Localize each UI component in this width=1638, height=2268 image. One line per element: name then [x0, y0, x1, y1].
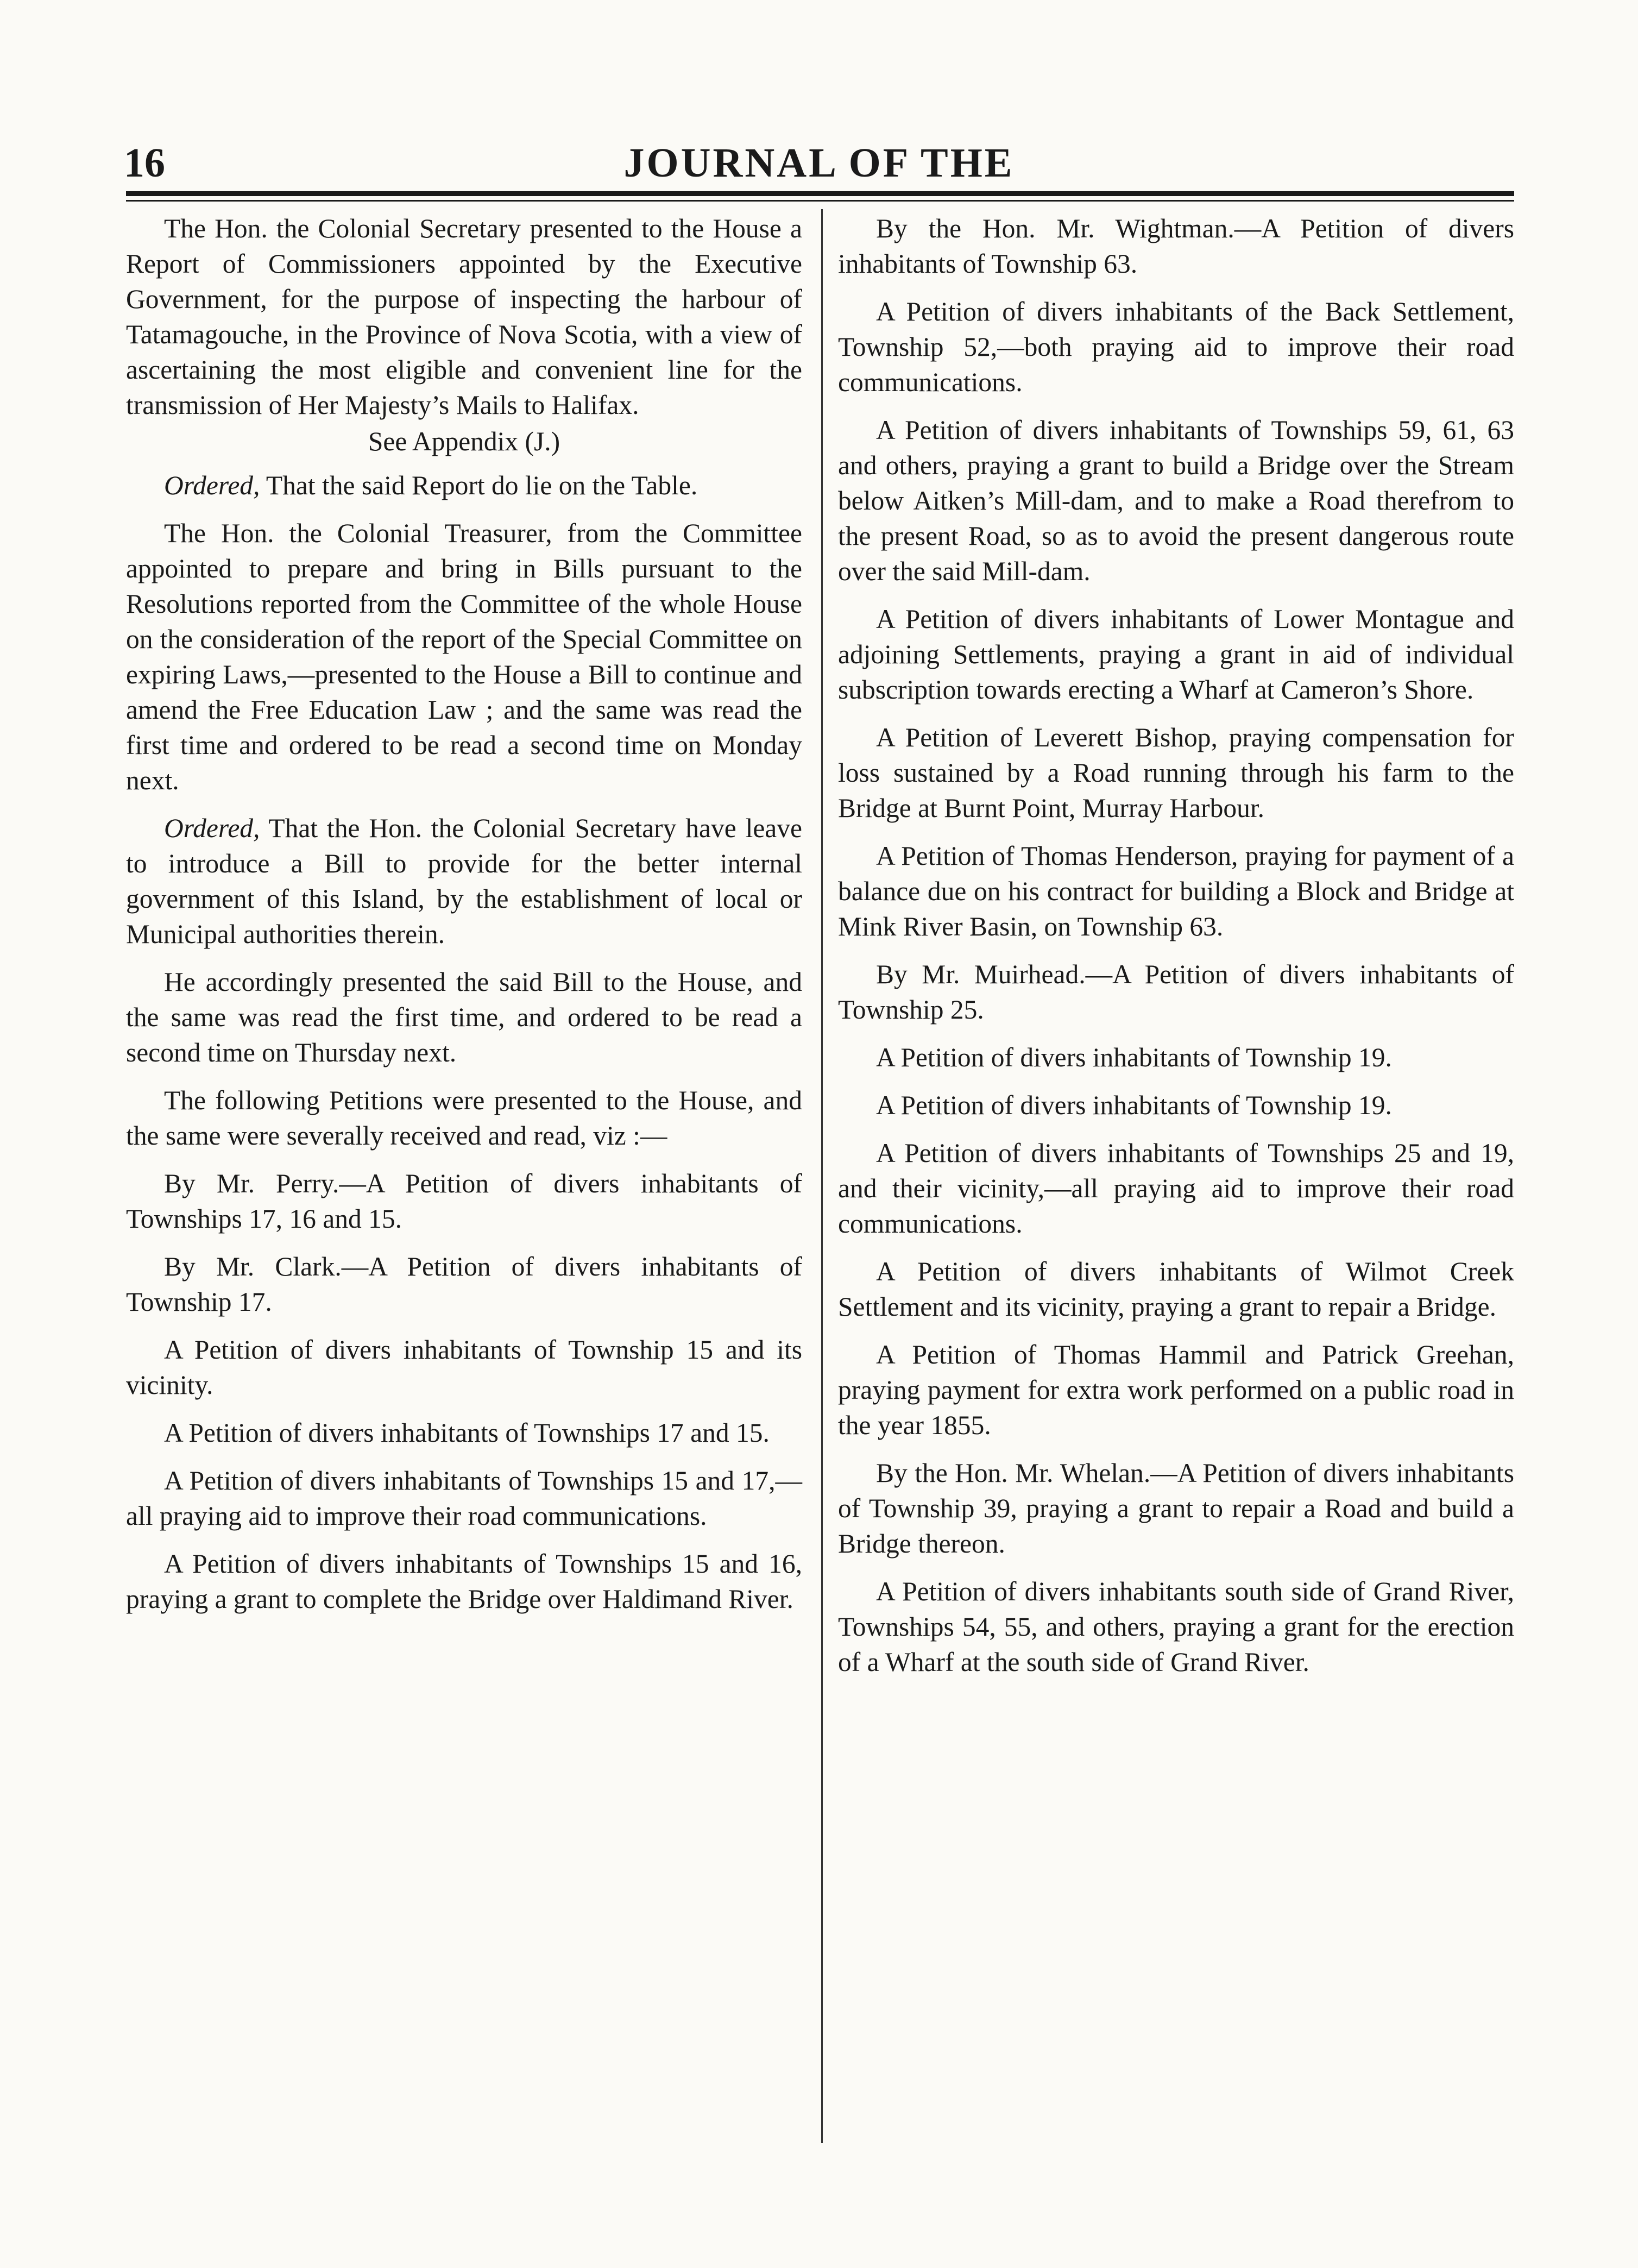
paragraph-petitions-intro: The following Petitions were presented to the House, and the same were severally received and read, viz :— — [126, 1085, 802, 1151]
paragraph-petition: A Petition of divers inhabitants of the Back Settlement, Township 52,—both praying aid to improve their road communications. — [838, 297, 1514, 397]
running-head: JOURNAL OF THE — [623, 140, 1015, 186]
paragraph-petition: A Petition of Leverett Bishop, praying compensation for loss sustained by a Road running through his farm to the Bridge at Burnt Point, Murray Harbour. — [838, 723, 1514, 823]
left-column — [126, 211, 802, 1629]
paragraph-bill-presented: He accordingly presented the said Bill to the House, and the same was read the first time, and ordered to be read a second time on Thursday next. — [126, 967, 802, 1067]
paragraph-petition: By Mr. Muirhead.—A Petition of divers inhabitants of Township 25. — [838, 959, 1514, 1025]
paragraph-petition: A Petition of Thomas Henderson, praying for payment of a balance due on his contract for building a Block and Bridge at Mink River Basin, on Township 63. — [838, 841, 1514, 941]
header-rule-thick — [126, 191, 1514, 196]
paragraph-petition: A Petition of divers inhabitants of Lower Montague and adjoining Settlements, praying a grant in aid of individual subscription towards erecting a Wharf at Cameron’s Shore. — [838, 604, 1514, 705]
page-header — [124, 133, 1514, 193]
appendix-reference: See Appendix (J.) — [368, 426, 560, 456]
paragraph-petition: A Petition of divers inhabitants of Wilmot Creek Settlement and its vicinity, praying a grant to repair a Bridge. — [838, 1256, 1514, 1322]
paragraph-petition: A Petition of divers inhabitants of Townships 15 and 16, praying a grant to complete the Bridge over Haldimand River. — [126, 1549, 802, 1614]
paragraph-free-education-bill: The Hon. the Colonial Treasurer, from the Committee appointed to prepare and bring in Bills pursuant to the Resolutions reported from the Committee of the whole House on the consideration of the report of the Special Committee on expiring Laws,—presented to the House a Bill to continue and amend the Free Education Law ; and the same was read the first time and ordered to be read a second time on Monday next. — [126, 518, 802, 795]
paragraph-ordered-municipal-bill — [126, 811, 802, 952]
paragraph-petition: By Mr. Perry.—A Petition of divers inhabitants of Townships 17, 16 and 15. — [126, 1168, 802, 1234]
header-rule-thin — [126, 200, 1514, 202]
paragraph-petition: A Petition of divers inhabitants of Townships 25 and 19, and their vicinity,—all praying aid to improve their road communications. — [838, 1138, 1514, 1239]
paragraph-petition: By Mr. Clark.—A Petition of divers inhabitants of Township 17. — [126, 1252, 802, 1317]
paragraph-petition: A Petition of divers inhabitants of Townships 59, 61, 63 and others, praying a grant to build a Bridge over the Stream below Aitken’s Mill-dam, and to make a Road therefrom to the present Road, so as to avoid the present dangerous route over the said Mill-dam. — [838, 415, 1514, 586]
paragraph-text: That the said Report do lie on the Table. — [260, 470, 698, 500]
paragraph-petition: A Petition of Thomas Hammil and Patrick Greehan, praying payment for extra work performed on a public road in the year 1855. — [838, 1340, 1514, 1440]
paragraph-petition: A Petition of divers inhabitants of Townships 17 and 15. — [164, 1418, 770, 1448]
paragraph-text: That the Hon. the Colonial Secretary have leave to introduce a Bill to provide for the better internal government of this Island, by the establishment of local or Municipal authorities therein. — [126, 813, 802, 949]
paragraph-ordered-lie-on-table — [126, 468, 802, 503]
paragraph-report-presented: The Hon. the Colonial Secretary presented to the House a Report of Commissioners appointed by the Executive Government, for the purpose of inspecting the harbour of Tatamagouche, in the Province of Nova Scotia, with a view of ascertaining the most eligible and convenient line for the transmission of Her Majesty’s Mails to Halifax. — [126, 213, 802, 420]
paragraph-petition: A Petition of divers inhabitants of Township 19. — [876, 1090, 1392, 1120]
paragraph-petition: A Petition of divers inhabitants south side of Grand River, Townships 54, 55, and others, praying a grant for the erection of a Wharf at the south side of Grand River. — [838, 1576, 1514, 1677]
paragraph-petition: By the Hon. Mr. Wightman.—A Petition of divers inhabitants of Township 63. — [838, 213, 1514, 279]
paragraph-petition: A Petition of divers inhabitants of Township 19. — [876, 1042, 1392, 1072]
paragraph-petition: A Petition of divers inhabitants of Township 15 and its vicinity. — [126, 1335, 802, 1400]
right-column — [838, 211, 1514, 1692]
ordered-italic: Ordered, — [164, 470, 260, 500]
ordered-italic: Ordered, — [164, 813, 260, 843]
paragraph-petition: By the Hon. Mr. Whelan.—A Petition of divers inhabitants of Township 39, praying a grant to repair a Road and build a Bridge thereon. — [838, 1458, 1514, 1559]
column-divider — [821, 209, 823, 2143]
page-number: 16 — [124, 140, 165, 186]
paragraph-petition: A Petition of divers inhabitants of Townships 15 and 17,—all praying aid to improve their road communications. — [126, 1466, 802, 1531]
